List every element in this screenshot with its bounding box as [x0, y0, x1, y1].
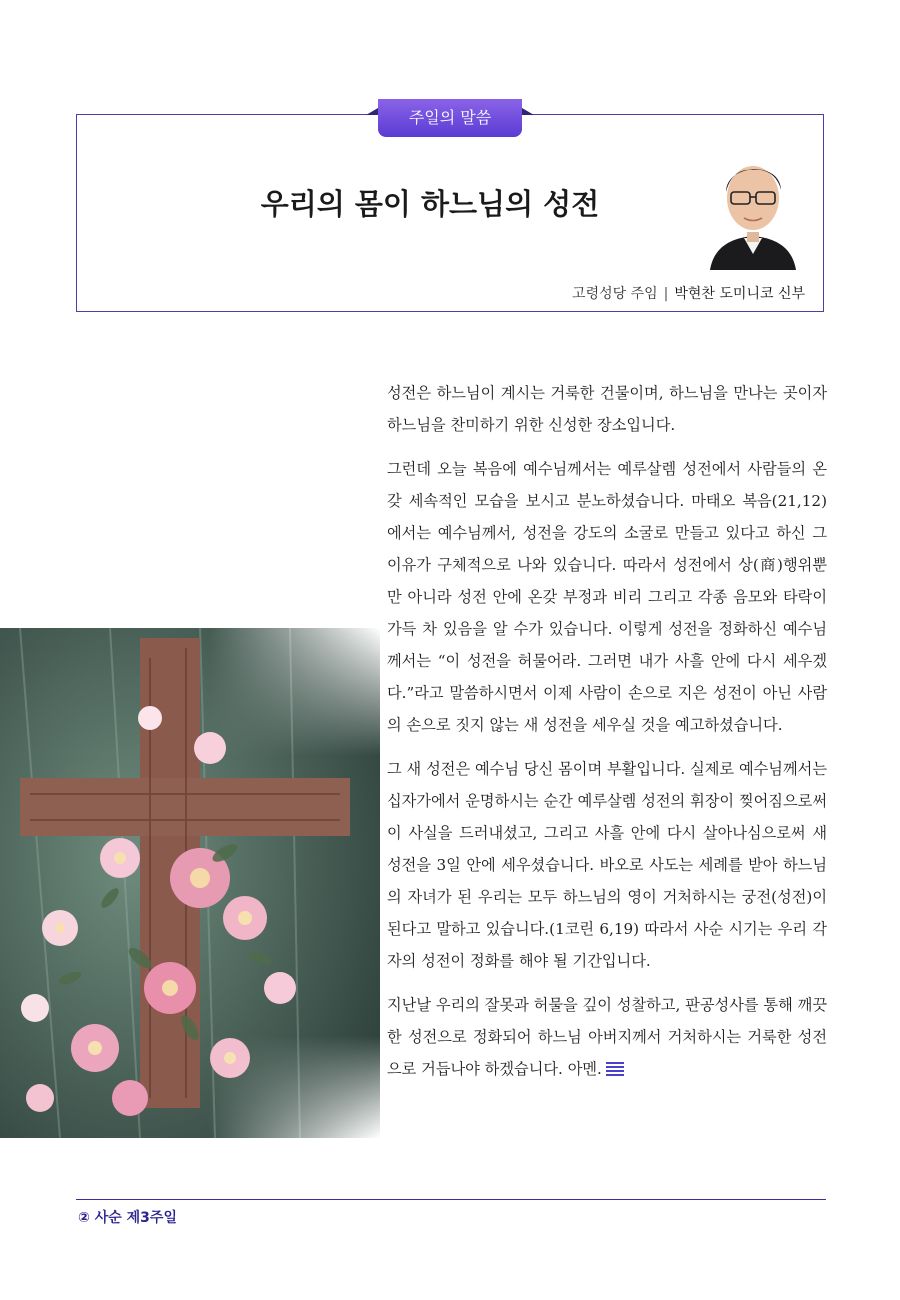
article-paragraph-4-text: 지난날 우리의 잘못과 허물을 깊이 성찰하고, 판공성사를 통해 깨끗한 성전으로 정화되어 하느님 아버지께서 거처하시는 거룩한 성전으로 거듭나야 하겠습니다. 아멘. [387, 996, 827, 1078]
byline-separator: | [663, 286, 669, 302]
tab-fold-right [522, 101, 534, 115]
article-paragraph-4 [387, 989, 827, 1085]
page-title: 우리의 몸이 하느님의 성전 [260, 187, 600, 221]
byline [572, 283, 805, 303]
cross-flowers-illustration [0, 628, 380, 1138]
author-photo [704, 146, 802, 270]
tab-fold-left [366, 101, 378, 115]
article-paragraph-2: 그런데 오늘 복음에 예수님께서는 예루살렘 성전에서 사람들의 온갖 세속적인 모습을 보시고 분노하셨습니다. 마태오 복음(21,12)에서는 예수님께서, 성전을 강도의 소굴로 만들고 있다고 하신 그 이유가 구체적으로 나와 있습니다. 따라서 성전에서 상(商)행위뿐만 아니라 성전 안에 온갖 부정과 비리 그리고 각종 음모와 타락이 가득 차 있음을 알 수가 있습니다. 이렇게 성전을 정화하신 예수님께서는 “이 성전을 허물어라. 그러면 내가 사흘 안에 다시 세우겠다.”라고 말씀하시면서 이제 사람이 손으로 지은 성전이 아닌 사람의 손으로 짓지 않는 새 성전을 세우실 것을 예고하셨습니다. [387, 460, 827, 734]
footer-page-label: ② 사순 제3주일 [78, 1210, 177, 1226]
section-tab [366, 99, 534, 137]
end-mark-icon [606, 1060, 624, 1076]
byline-author: 박현찬 도미니코 신부 [674, 286, 805, 302]
footer-divider [76, 1199, 826, 1200]
section-tab-label: 주일의 말씀 [378, 99, 522, 137]
article-paragraph-1: 성전은 하느님이 계시는 거룩한 건물이며, 하느님을 만나는 곳이자 하느님을 찬미하기 위한 신성한 장소입니다. [387, 384, 827, 434]
article-body [387, 377, 827, 1097]
article-paragraph-3: 그 새 성전은 예수님 당신 몸이며 부활입니다. 실제로 예수님께서는 십자가에서 운명하시는 순간 예루살렘 성전의 휘장이 찢어짐으로써 이 사실을 드러내셨고, 그리고 사흘 안에 다시 살아나심으로써 새 성전을 3일 안에 세우셨습니다. 바오로 사도는 세례를 받아 하느님의 자녀가 된 우리는 모두 하느님의 영이 거처하시는 궁전(성전)이 된다고 말하고 있습니다.(1코린 6,19) 따라서 사순 시기는 우리 각자의 성전이 정화를 해야 될 기간입니다. [387, 760, 827, 970]
byline-parish: 고령성당 주임 [572, 286, 658, 302]
